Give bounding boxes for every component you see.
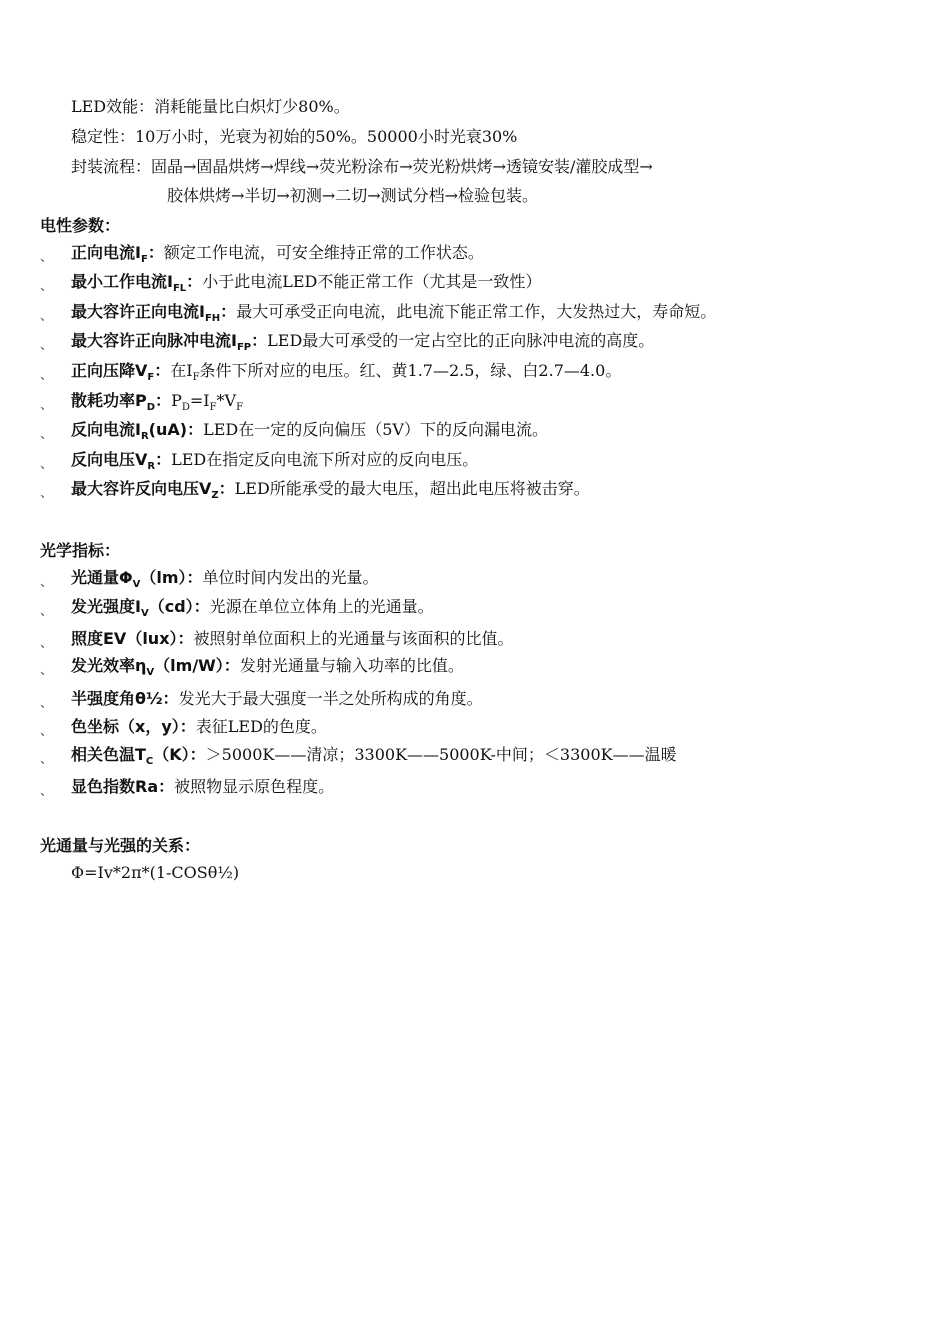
bullet-mark: 、	[40, 636, 54, 651]
term: 反向电压$V_R$：	[71, 450, 172, 472]
relation-formula: Φ=Iv*2π*(1-COSθ½)	[71, 863, 240, 882]
list-item-luminous-flux	[40, 567, 379, 594]
bullet-mark: 、	[40, 575, 54, 590]
bullet-mark: 、	[40, 427, 54, 442]
term: 正向电流$I_F$：	[71, 243, 164, 265]
term: 半强度角θ½：	[71, 689, 179, 708]
list-item-min-current	[40, 271, 541, 298]
bullet-mark: 、	[40, 604, 54, 619]
term: 最大容许正向脉冲电流$I_{FP}$：	[71, 331, 268, 353]
bullet-mark: 、	[40, 368, 54, 383]
list-item-half-intensity-angle	[40, 688, 483, 715]
term: 发光效率$\eta_V(lm/W)$：	[71, 656, 240, 678]
description: 被照物显示原色程度。	[174, 777, 335, 796]
bullet-mark: 、	[40, 696, 54, 711]
flux-intensity-relation-heading: 光通量与光强的关系：	[40, 836, 201, 855]
term: 最小工作电流$I_{FL}$：	[71, 272, 203, 294]
term: 发光强度$I_V(cd)$：	[71, 597, 210, 619]
bullet-mark: 、	[40, 752, 54, 767]
bullet-mark: 、	[40, 338, 54, 353]
term: 显色指数Ra：	[71, 777, 175, 796]
optical-indicators-heading: 光学指标：	[40, 541, 121, 560]
list-item-luminous-efficacy	[40, 655, 464, 682]
description: ＞5000K——清凉；3300K——5000K-中间；＜3300K——温暖	[205, 745, 677, 764]
term: 反向电流$I_R(uA)$：	[71, 420, 204, 442]
description: 单位时间内发出的光量。	[202, 568, 379, 587]
list-item-max-reverse-voltage	[40, 478, 590, 505]
term: 正向压降$V_F$：	[71, 361, 171, 383]
description: 被照射单位面积上的光通量与该面积的比值。	[193, 629, 514, 648]
bullet-mark: 、	[40, 398, 54, 413]
term: 最大容许反向电压$V_Z$：	[71, 479, 235, 501]
list-item-color-rendering	[40, 776, 334, 803]
term: 照度EV（lux）：	[71, 629, 194, 648]
description: LED在一定的反向偏压（5V）下的反向漏电流。	[203, 420, 548, 439]
description: LED所能承受的最大电压，超出此电压将被击穿。	[234, 479, 590, 498]
list-item-max-pulse-current	[40, 330, 654, 357]
list-item-chromaticity	[40, 716, 327, 743]
power-formula: $P_D=I_F*V_F$	[171, 391, 244, 413]
list-item-forward-voltage	[40, 360, 621, 387]
description: 在$I_F$条件下所对应的电压。红、黄1.7—2.5，绿、白2.7—4.0。	[170, 361, 622, 383]
description: 表征LED的色度。	[195, 717, 327, 736]
list-item-color-temperature	[40, 744, 677, 771]
list-item-max-forward-current	[40, 301, 716, 328]
bullet-mark: 、	[40, 279, 54, 294]
stability-line: 稳定性：10万小时，光衰为初始的50%。50000小时光衰30%	[71, 127, 518, 146]
list-item-illuminance	[40, 628, 514, 655]
bullet-mark: 、	[40, 784, 54, 799]
packaging-process-continued: 胶体烘烤→半切→初测→二切→测试分档→检验包装。	[167, 186, 539, 205]
description: 小于此电流LED不能正常工作（尤其是一致性）	[202, 272, 542, 291]
description: 发射光通量与输入功率的比值。	[239, 656, 464, 675]
bullet-mark: 、	[40, 457, 54, 472]
term: 光通量$\Phi_V(lm)$：	[71, 568, 203, 590]
list-item-power-dissipation	[40, 390, 243, 417]
term: 色坐标（x，y）：	[71, 717, 196, 736]
packaging-process-line: 封装流程：固晶→固晶烘烤→焊线→荧光粉涂布→荧光粉烘烤→透镜安装/灌胶成型→	[71, 157, 653, 176]
bullet-mark: 、	[40, 724, 54, 739]
description: 额定工作电流，可安全维持正常的工作状态。	[163, 243, 484, 262]
list-item-luminous-intensity	[40, 596, 434, 623]
bullet-mark: 、	[40, 486, 54, 501]
list-item-reverse-voltage	[40, 449, 478, 476]
led-efficiency-line: LED效能：消耗能量比白炽灯少80%。	[71, 97, 350, 116]
list-item-reverse-current	[40, 419, 548, 446]
bullet-mark: 、	[40, 309, 54, 324]
term: 散耗功率$P_D$：	[71, 391, 172, 413]
electrical-params-heading: 电性参数：	[40, 216, 121, 235]
term: 最大容许正向电流$I_{FH}$：	[71, 302, 237, 324]
bullet-mark: 、	[40, 663, 54, 678]
bullet-mark: 、	[40, 250, 54, 265]
description: 最大可承受正向电流，此电流下能正常工作，大发热过大，寿命短。	[236, 302, 717, 321]
description: LED最大可承受的一定占空比的正向脉冲电流的高度。	[267, 331, 655, 350]
description: 光源在单位立体角上的光通量。	[209, 597, 434, 616]
list-item-forward-current	[40, 242, 484, 269]
description: 发光大于最大强度一半之处所构成的角度。	[178, 689, 483, 708]
description: LED在指定反向电流下所对应的反向电压。	[171, 450, 479, 469]
term: 相关色温$T_C(K)$：	[71, 745, 206, 767]
